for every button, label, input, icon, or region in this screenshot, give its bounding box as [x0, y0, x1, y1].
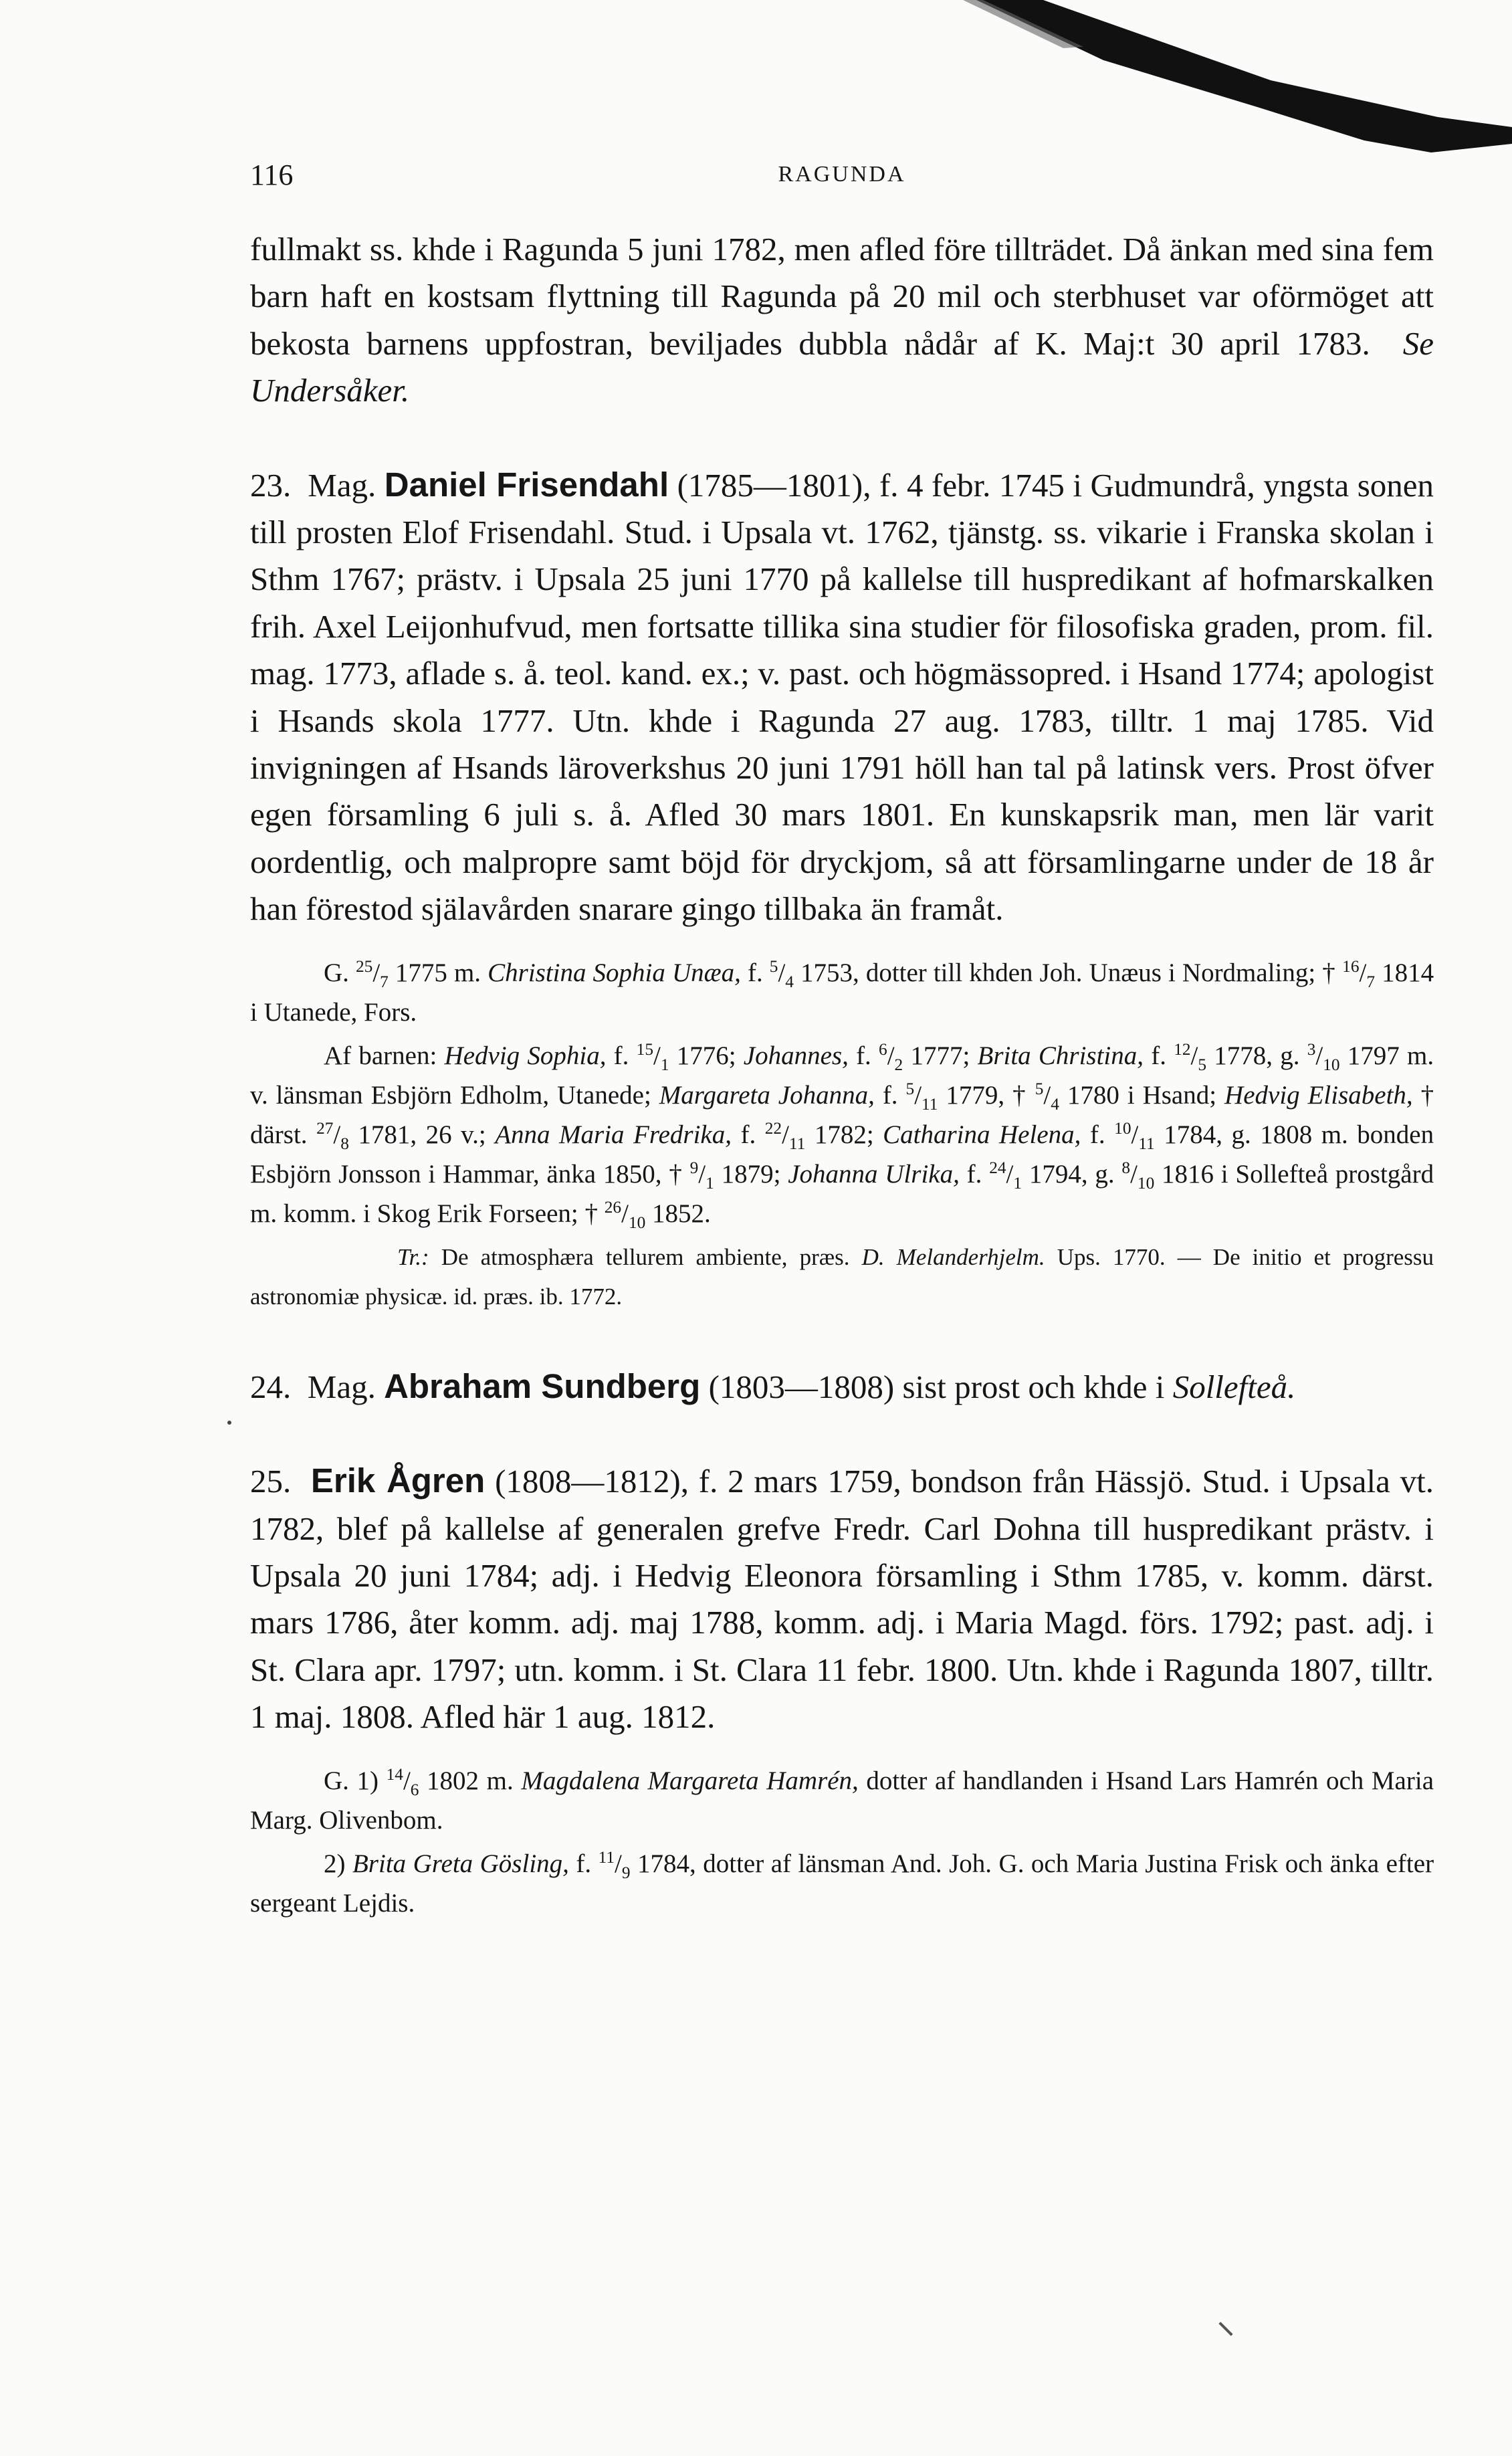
children-note: Af barnen: Hedvig Sophia, f. $^{15}/_1$ 1776; Johannes, f. $^6/_2$ 1777; Brita Christina, f. $^{12}/_5$ 1778, g. $^3/_{10}$ 1797 m. v. länsman Esbjörn Edholm, Utanede; Margareta Johanna, f. $^5/_{11}$ 1779, † $^5/_4$ 1780 i Hsand; Hedvig Elisabeth, † därst. $^{27}/_8$ 1781, 26 v.; Anna Maria Fredrika, f. $^{22}/_{11}$ 1782; Catharina Helena, f. $^{10}/_{11}$ 1784, g. 1808 m. bonden Esbjörn Jonsson i Hammar, änka 1850, † $^9/_1$ 1879; Johanna Ulrika, f. $^{24}/_1$ 1794, g. $^8/_{10}$ 1816 i Sollefteå prostgård m. komm. i Skog Erik Forseen; † $^{26}/_{10}$ 1852.	[250, 1039, 1434, 1232]
spouse-name: Christina Sophia Unæa,	[488, 958, 741, 987]
running-head	[250, 158, 1434, 198]
page-number: 116	[250, 159, 294, 191]
intro-text: fullmakt ss. khde i Ragunda 5 juni 1782, men afled före tillträdet. Då änkan med sina fem barn haft en kostsam flyttning till Ragunda på 20 mil och sterbhuset var oförmöget att bekosta barnens uppfostran, beviljades dubbla nådår af K. Maj:t 30 april 1783.	[250, 231, 1434, 362]
intro-reference: Se Undersåker.	[250, 324, 1434, 409]
entry-number: 24.	[250, 1368, 292, 1405]
second-marriage-note: 2) Brita Greta Gösling, f. $^{11}/_9$ 1784, dotter af länsman And. Joh. G. och Maria Justina Frisk och änka efter sergeant Lejdis.	[250, 1847, 1434, 1918]
entry-25-paragraph	[250, 1457, 1434, 1740]
spouse-name: Magdalena Margareta Hamrén,	[521, 1766, 859, 1795]
entry-23-paragraph	[250, 462, 1434, 933]
marriage-note: G. $^{25}/_7$ 1775 m. Christina Sophia Unæa, f. $^5/_4$ 1753, dotter till khden Joh. Unæus i Nordmaling; † $^{16}/_7$ 1814 i Utanede, Fors.	[250, 956, 1434, 1027]
entry-text: (1803—1808) sist prost och khde i	[708, 1368, 1165, 1405]
page-content	[250, 226, 1434, 1923]
scan-edge-mark	[0, 0, 1512, 174]
scan-speck	[1218, 2322, 1232, 2336]
entry-name: Abraham Sundberg	[384, 1366, 701, 1405]
spouse-name: Brita Greta Gösling,	[352, 1849, 569, 1878]
entry-text: (1785—1801), f. 4 febr. 1745 i Gudmundrå, yngsta sonen till prosten Elof Frisendahl. Stud. i Upsala vt. 1762, tjänstg. ss. vikarie i Franska skolan i Sthm 1767; prästv. i Upsala 25 juni 1770 på kallelse till huspredikant af hofmarskalken frih. Axel Leijonhufvud, men fortsatte tillika sina studier för filosofiska graden, prom. fil. mag. 1773, aflade s. å. teol. kand. ex.; v. past. och högmässopred. i Hsand 1774; apologist i Hsands skola 1777. Utn. khde i Ragunda 27 aug. 1783, tilltr. 1 maj 1785. Vid invigningen af Hsands läroverkshus 20 juni 1791 höll han tal på latinsk vers. Prost öfver egen församling 6 juli s. å. Afled 30 mars 1801. En kunskapsrik man, men lär varit oordentlig, och malpropre samt böjd för dryckjom, så att församlingarne under de 18 år han förestod själavården snarare gingo tillbaka än framåt.	[250, 466, 1434, 928]
entry-place: Sollefteå.	[1172, 1368, 1296, 1405]
entry-name: Erik Ågren	[310, 1461, 485, 1500]
entry-24	[250, 1363, 1434, 1411]
entry-name: Daniel Frisendahl	[384, 465, 669, 504]
entry-title: Mag.	[307, 1368, 376, 1405]
entry-24-paragraph	[250, 1363, 1434, 1411]
page-title: RAGUNDA	[778, 162, 906, 187]
entry-title: Mag.	[308, 466, 376, 504]
printed-works-note: Tr.: De atmosphæra tellurem ambiente, præs. D. Melanderhjelm. Ups. 1770. — De initio et progressu astronomiæ physicæ. id. præs. ib. 1772.	[250, 1243, 1434, 1310]
entry-25	[250, 1457, 1434, 1922]
entry-number: 23.	[250, 466, 292, 504]
marriage-note: G. 1) $^{14}/_6$ 1802 m. Magdalena Margareta Hamrén, dotter af handlanden i Hsand Lars Hamrén och Maria Marg. Olivenbom.	[250, 1764, 1434, 1835]
entry-23	[250, 462, 1434, 1316]
intro-paragraph	[250, 226, 1434, 415]
margin-dot	[227, 1421, 231, 1425]
entry-number: 25.	[250, 1463, 292, 1500]
entry-text: (1808—1812), f. 2 mars 1759, bondson från Hässjö. Stud. i Upsala vt. 1782, blef på kallelse af generalen grefve Fredr. Carl Dohna till huspredikant prästv. i Upsala 20 juni 1784; adj. i Hedvig Eleonora församling i Sthm 1785, v. komm. därst. mars 1786, åter komm. adj. maj 1788, komm. adj. i Maria Magd. förs. 1792; past. adj. i St. Clara apr. 1797; utn. komm. i St. Clara 11 febr. 1800. Utn. khde i Ragunda 1807, tilltr. 1 maj. 1808. Afled här 1 aug. 1812.	[250, 1463, 1434, 1736]
